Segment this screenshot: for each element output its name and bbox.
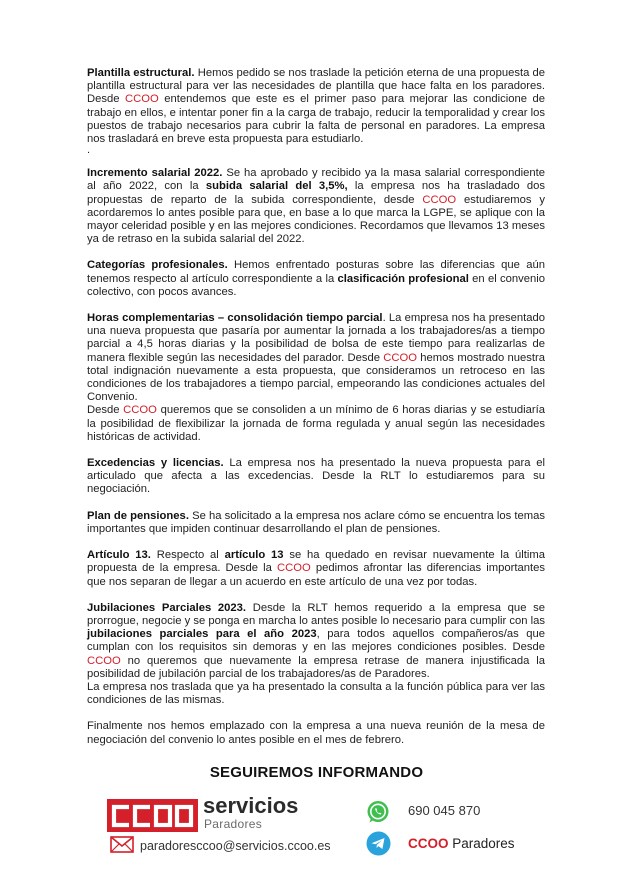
mail-icon: [110, 836, 134, 853]
brand-title: servicios: [203, 793, 299, 818]
ccoo-mention: CCOO: [123, 404, 157, 417]
email-link[interactable]: paradoresccoo@servicios.ccoo.es: [140, 839, 331, 853]
closing-heading: SEGUIREMOS INFORMANDO: [209, 764, 424, 781]
heading-pensiones: Plan de pensiones.: [87, 509, 189, 522]
ccoo-mention: CCOO: [383, 351, 418, 364]
paragraph-pensiones: Plan de pensiones. Se ha solicitado a la empresa nos aclare cómo se encuentra los temas importantes que impiden continuar desarrollando el plan de pensiones.: [87, 509, 545, 535]
ccoo-mention: CCOO: [87, 654, 121, 667]
whatsapp-number[interactable]: 690 045 870: [408, 803, 481, 818]
ccoo-mention: CCOO: [422, 193, 457, 206]
ccoo-logo: [107, 799, 198, 832]
ccoo-logo-letters: [111, 804, 195, 828]
heading-articulo13: Artículo 13.: [87, 549, 151, 562]
paragraph-jubilaciones: Jubilaciones Parciales 2023. Desde la RLT hemos requerido a la empresa que se prorrogue, negocie y se ponga en marcha lo antes posible lo necesario para cumplir con las jubilaciones parciales para el año 2023, para todos aquellos compañeros/as que cumplan con los requisitos sin demoras y en las mejores condiciones posibles. Desde CCOO no queremos que nuevamente la empresa retrase de manera injustificada la posibilidad de jubilación parcial de los trabajadores/as de Paradores. La empresa nos traslada que ya ha presentado la consulta a la función pública para ver las condiciones de las mismas.: [87, 601, 545, 707]
heading-incremento: Incremento salarial 2022.: [87, 167, 223, 180]
telegram-icon: [366, 831, 391, 856]
paragraph-categorias: Categorías profesionales. Hemos enfrentado posturas sobre las diferencias que aún tenemos respecto al artículo correspondiente a la clasificación profesional en el convenio colectivo, con pocos avances.: [87, 259, 545, 298]
ccoo-mention: CCOO: [276, 562, 311, 575]
paragraph-plantilla: Plantilla estructural. Hemos pedido se nos traslade la petición eterna de una propuesta de plantilla estructural para ver las necesidades de plantilla que hace falta en los paradores. Desde CCOO entendemos que este es el primer paso para mejorar las condicione de trabajo en ellos, e intentar poner fin a la carga de trabajo, reducir la temporalidad y crear los puestos de trabajo necesarios para cubrir la falta de personal en paradores. La empresa nos trasladará en breve esta propuesta para estudiarlo.: [87, 67, 545, 146]
stray-dot: .: [87, 144, 91, 157]
heading-jubilaciones: Jubilaciones Parciales 2023.: [87, 601, 247, 614]
heading-horas: Horas complementarias – consolidación tiempo parcial: [87, 312, 383, 325]
heading-plantilla: Plantilla estructural.: [87, 67, 195, 79]
paragraph-final: Finalmente nos hemos emplazado con la empresa a una nueva reunión de la mesa de negociación del convenio lo antes posible en el mes de febrero.: [87, 720, 545, 746]
ccoo-mention: CCOO: [125, 93, 159, 106]
whatsapp-icon: [366, 800, 390, 824]
heading-categorias: Categorías profesionales.: [87, 259, 228, 272]
paragraph-incremento: Incremento salarial 2022. Se ha aprobado y recibido ya la masa salarial correspondiente al año 2022, con la subida salarial del 3,5%, la empresa nos ha trasladado dos propuestas de reparto de la subida correspondiente, desde CCOO estudiaremos y acordaremos lo antes posible para que, en base a lo que marca la LGPE, se aplique con la mayor celeridad posible y en las mejores condiciones. Recordamos que llevamos 13 meses ya de retraso en la subida salarial del 2022.: [87, 167, 546, 246]
brand-subtitle: Paradores: [204, 817, 263, 831]
paragraph-horas: Horas complementarias – consolidación tiempo parcial. La empresa nos ha presentado una nueva propuesta que pasaría por aumentar la jornada a los trabajadores/as a tiempo parcial a 4,5 horas diarias y la posibilidad de bolsa de este tiempo para realizarlas de manera flexible según las necesidades del parador. Desde CCOO hemos mostrado nuestra total indignación nuevamente a esta propuesta, que consideramos un retroceso en las condiciones de los trabajadores a tiempo parcial, empeorando las condiciones actuales del Convenio. Desde CCOO queremos que se consoliden a un mínimo de 6 horas diarias y se estudiaría la posibilidad de flexibilizar la jornada de forma regulada y anual según las necesidades históricas de actividad.: [87, 312, 546, 443]
telegram-channel[interactable]: CCOO Paradores: [408, 836, 515, 851]
paragraph-articulo13: Artículo 13. Respecto al artículo 13 se ha quedado en revisar nuevamente la última propuesta de la empresa. Desde la CCOO pedimos afrontar las diferencias importantes que nos separan de llegar a un acuerdo en este artículo de una vez por todas.: [87, 549, 546, 588]
paragraph-excedencias: Excedencias y licencias. La empresa nos ha presentado la nueva propuesta para el articulado que afecta a las excedencias. Desde la RLT lo estudiaremos para su negociación.: [87, 457, 546, 496]
heading-excedencias: Excedencias y licencias.: [87, 457, 224, 470]
document-body: [87, 67, 545, 747]
